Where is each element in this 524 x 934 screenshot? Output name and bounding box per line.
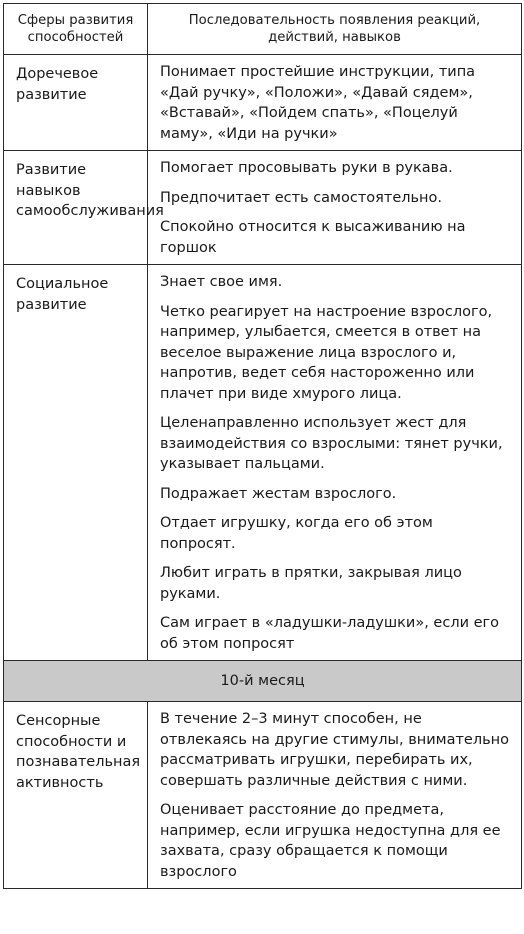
list-item: Помогает просовывать руки в рукава. bbox=[160, 160, 453, 176]
list-item: Четко реагирует на настроение взрослого, например, улыбается, смеется в ответ на веселое выражение лица взрослого и, напротив, ведет себя настороженно или плачет при виде хмурого лица. bbox=[160, 303, 493, 402]
list-item: Знает свое имя. bbox=[160, 274, 283, 290]
list-item: Понимает простейшие инструкции, типа «Дай ручку», «Положи», «Давай сядем», «Вставай», «Пойдем спать», «Поцелуй маму», «Иди на ручки» bbox=[160, 64, 476, 142]
table-row bbox=[4, 702, 522, 889]
content-cell bbox=[148, 702, 522, 889]
table-row bbox=[4, 151, 522, 265]
list-item: Сам играет в «ладушки-ладушки», если его об этом попросят bbox=[160, 615, 500, 652]
content-cell bbox=[148, 265, 522, 661]
content-cell bbox=[148, 55, 522, 151]
month-label: 10-й месяц bbox=[4, 661, 522, 702]
table-row bbox=[4, 265, 522, 661]
sphere-cell: Социальное развитие bbox=[4, 265, 148, 661]
content-cell bbox=[148, 151, 522, 265]
list-item: В течение 2–3 минут способен, не отвлекаясь на другие стимулы, внимательно рассматривать игрушки, перебирать их, совершать различные действия с ними. bbox=[160, 711, 510, 789]
sphere-cell: Развитие навыков самообслуживания bbox=[4, 151, 148, 265]
header-spheres: Сферы развития способностей bbox=[4, 4, 148, 55]
header-sequence: Последовательность появления реакций, действий, навыков bbox=[148, 4, 522, 55]
month-divider-row bbox=[4, 661, 522, 702]
sphere-cell: Сенсорные способности и познавательная активность bbox=[4, 702, 148, 889]
list-item: Предпочитает есть самостоятельно. bbox=[160, 189, 443, 206]
list-item: Спокойно относится к высаживанию на горшок bbox=[160, 219, 466, 256]
list-item: Отдает игрушку, когда его об этом попросят. bbox=[160, 515, 433, 552]
list-item: Любит играть в прятки, закрывая лицо руками. bbox=[160, 565, 462, 602]
development-table bbox=[3, 3, 522, 889]
table-row bbox=[4, 55, 522, 151]
table-header-row bbox=[4, 4, 522, 55]
list-item: Подражает жестам взрослого. bbox=[160, 485, 397, 502]
sphere-cell: Доречевое развитие bbox=[4, 55, 148, 151]
list-item: Оценивает расстояние до предмета, например, если игрушка недоступна для ее захвата, сразу обращается к помощи взрослого bbox=[160, 802, 501, 880]
list-item: Целенаправленно использует жест для взаимодействия со взрослыми: тянет ручки, указывает пальцами. bbox=[160, 415, 503, 472]
